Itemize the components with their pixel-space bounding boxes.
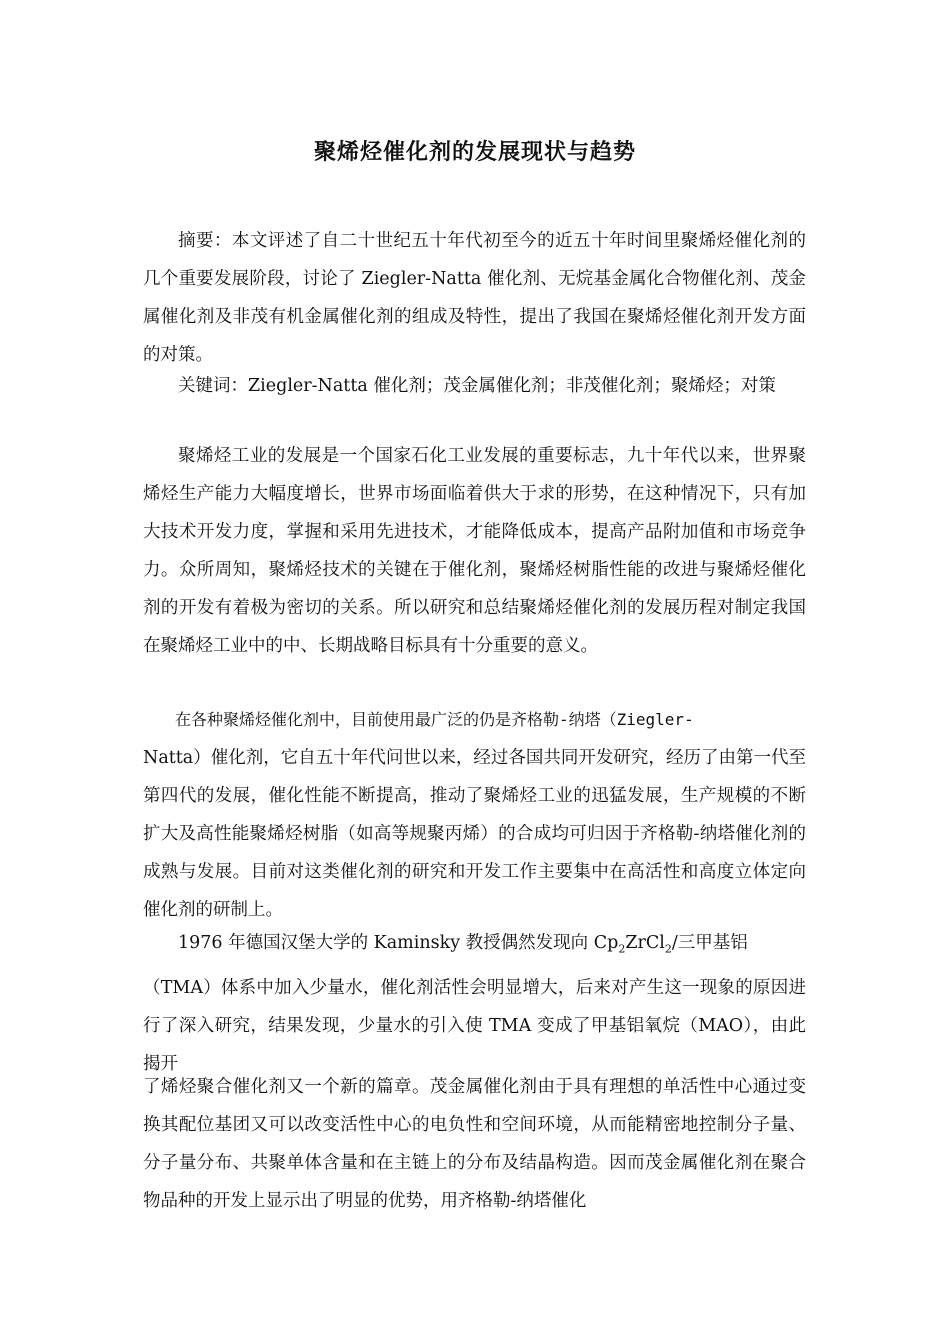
paragraph-3	[143, 924, 806, 1083]
subscript-2: 2	[664, 942, 672, 956]
paragraph-2-text: Natta）催化剂，它自五十年代问世以来，经过各国共同开发研究，经历了由第一代至第四代的发展，催化性能不断提高，推动了聚烯烃工业的迅猛发展，生产规模的不断扩大及高性能聚烯烃树脂（如高等规聚丙烯）的合成均可归因于齐格勒-纳塔催化剂的成熟与发展。目前对这类催化剂的研究和开发工作主要集中在高活性和高度立体定向催化剂的研制上。	[143, 748, 806, 920]
paragraph-3-first-line	[143, 924, 806, 969]
page-title: 聚烯烃催化剂的发展现状与趋势	[313, 139, 636, 165]
abstract-label: 摘要：	[178, 231, 232, 251]
abstract-text: 本文评述了自二十世纪五十年代初至今的近五十年时间里聚烯烃催化剂的几个重要发展阶段，讨论了 Ziegler-Natta 催化剂、无烷基金属化合物催化剂、茂金属催化剂及非茂有机金属催化剂的组成及特性，提出了我国在聚烯烃催化剂开发方面的对策。	[143, 231, 807, 365]
abstract	[143, 222, 806, 374]
keywords	[143, 367, 806, 405]
subscript-2: 2	[618, 942, 626, 956]
paragraph-1: 聚烯烃工业的发展是一个国家石化工业发展的重要标志，九十年代以来，世界聚烯烃生产能力大幅度增长，世界市场面临着供大于求的形势，在这种情况下，只有加大技术开发力度，掌握和采用先进技术，才能降低成本，提高产品附加值和市场竞争力。众所周知，聚烯烃技术的关键在于催化剂，聚烯烃树脂性能的改进与聚烯烃催化剂的开发有着极为密切的关系。所以研究和总结聚烯烃催化剂的发展历程对制定我国在聚烯烃工业中的中、长期战略目标具有十分重要的意义。	[143, 446, 806, 656]
paragraph-3-text-c: /三甲基铝	[671, 933, 748, 953]
paragraph-2	[143, 701, 806, 929]
paragraph-3-continued: 了烯烃聚合催化剂又一个新的篇章。茂金属催化剂由于具有理想的单活性中心通过变换其配位基团又可以改变活性中心的电负性和空间环境，从而能精密地控制分子量、分子量分布、共聚单体含量和在主链上的分布及结晶构造。因而茂金属催化剂在聚合物品种的开发上显示出了明显的优势，用齐格勒-纳塔催化	[143, 1077, 806, 1211]
keywords-label: 关键词：	[178, 376, 248, 396]
paragraph-3-text-b: ZrCl	[625, 933, 665, 953]
keywords-text: Ziegler-Natta 催化剂；茂金属催化剂；非茂催化剂；聚烯烃；对策	[248, 376, 776, 396]
paragraph-3-text-a: 1976 年德国汉堡大学的 Kaminsky 教授偶然发现向 Cp	[178, 933, 619, 953]
paragraph-2-first-line: 在各种聚烯烃催化剂中，目前使用最广泛的仍是齐格勒-纳塔（Ziegler-	[175, 710, 694, 729]
paragraph-3-rest: （TMA）体系中加入少量水，催化剂活性会明显增大，后来对产生这一现象的原因进行了深入研究，结果发现，少量水的引入使 TMA 变成了甲基铝氧烷（MAO），由此揭开	[143, 977, 806, 1074]
